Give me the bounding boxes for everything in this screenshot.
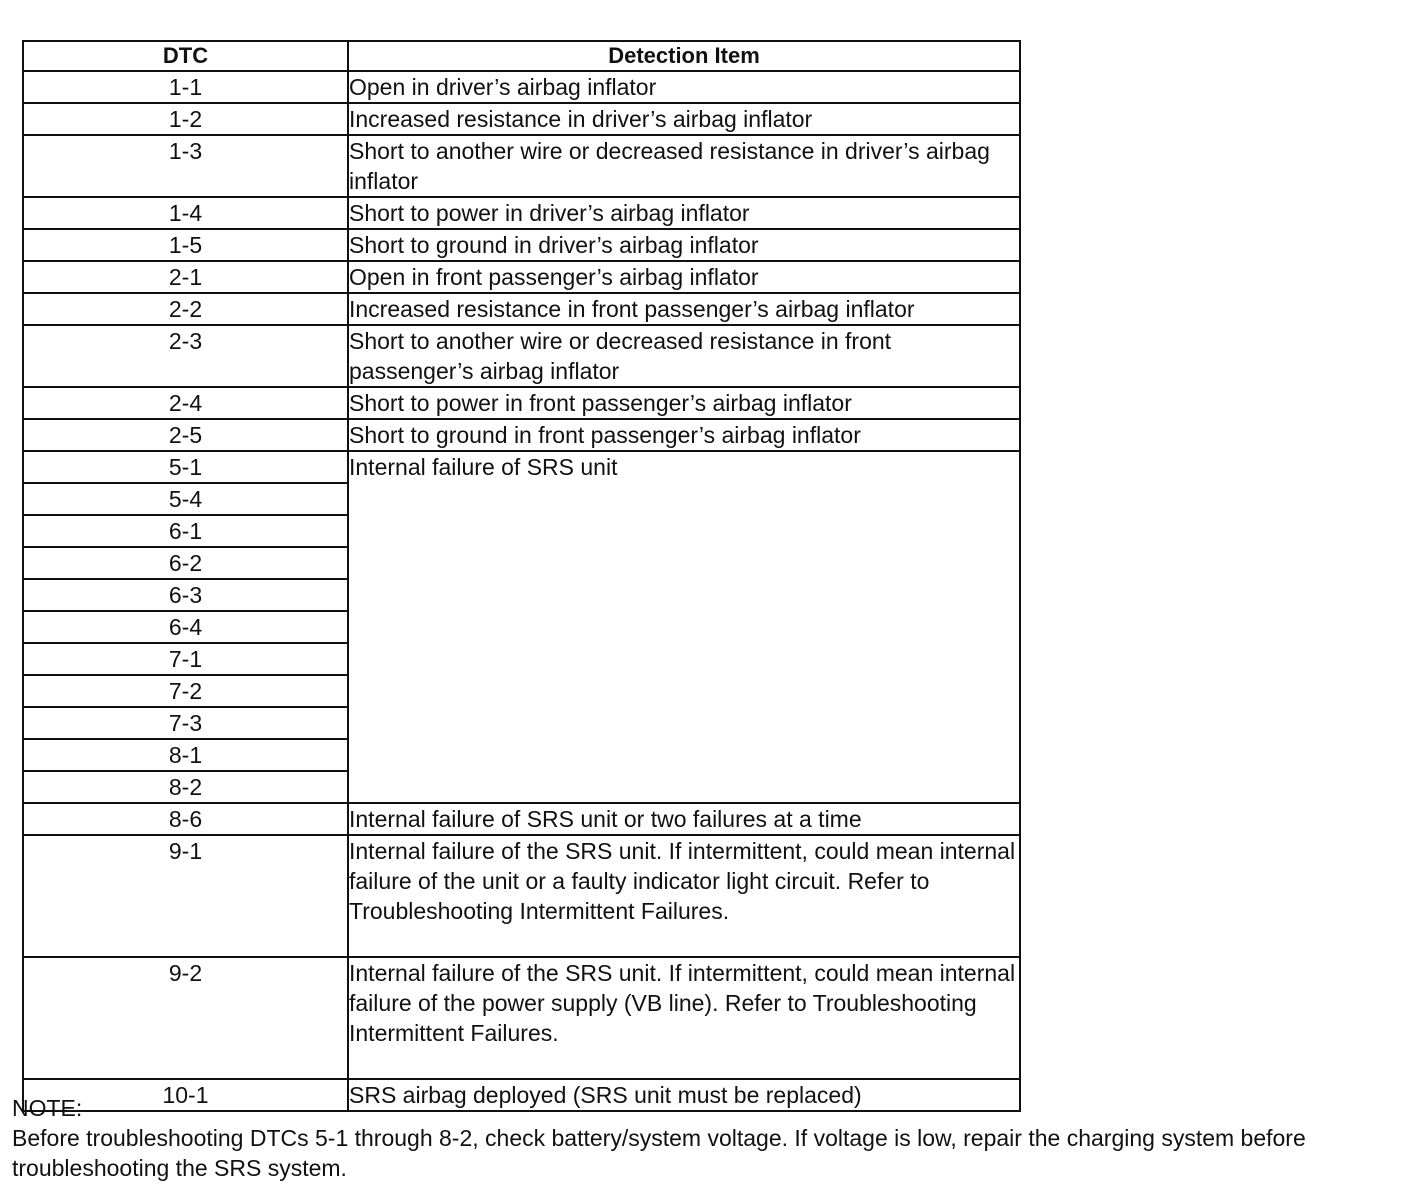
dtc-code: 5-4 xyxy=(23,483,348,515)
dtc-code: 2-3 xyxy=(23,325,348,387)
detection-item: Open in front passenger’s airbag inflator xyxy=(348,261,1020,293)
dtc-code: 2-4 xyxy=(23,387,348,419)
table-row xyxy=(23,451,1020,483)
dtc-code: 8-6 xyxy=(23,803,348,835)
dtc-code: 6-4 xyxy=(23,611,348,643)
dtc-code: 7-1 xyxy=(23,643,348,675)
detection-item: Internal failure of the SRS unit. If intermittent, could mean internal failure of the unit or a faulty indicator light circuit. Refer to Troubleshooting Intermittent Failures. xyxy=(348,835,1020,957)
table-row xyxy=(23,325,1020,387)
dtc-code: 8-1 xyxy=(23,739,348,771)
note-text: Before troubleshooting DTCs 5-1 through 8-2, check battery/system voltage. If voltage is low, repair the charging system before troubleshooting the SRS system. xyxy=(12,1125,1306,1181)
note-label: NOTE: xyxy=(12,1095,83,1121)
table-row xyxy=(23,957,1020,1079)
dtc-code: 9-2 xyxy=(23,957,348,1079)
detection-item: Increased resistance in driver’s airbag inflator xyxy=(348,103,1020,135)
dtc-code: 6-2 xyxy=(23,547,348,579)
table-row xyxy=(23,835,1020,957)
detection-item: SRS airbag deployed (SRS unit must be replaced) xyxy=(348,1079,1020,1111)
table-row xyxy=(23,419,1020,451)
note-section xyxy=(12,1093,1402,1183)
detection-item: Short to power in driver’s airbag inflator xyxy=(348,197,1020,229)
dtc-code: 1-5 xyxy=(23,229,348,261)
dtc-code: 6-1 xyxy=(23,515,348,547)
detection-item: Short to another wire or decreased resistance in driver’s airbag inflator xyxy=(348,135,1020,197)
dtc-code: 1-1 xyxy=(23,71,348,103)
dtc-code: 7-2 xyxy=(23,675,348,707)
detection-item: Internal failure of SRS unit or two failures at a time xyxy=(348,803,1020,835)
dtc-code: 6-3 xyxy=(23,579,348,611)
dtc-code: 7-3 xyxy=(23,707,348,739)
dtc-code: 5-1 xyxy=(23,451,348,483)
detection-item: Short to another wire or decreased resistance in front passenger’s airbag inflator xyxy=(348,325,1020,387)
table-row xyxy=(23,261,1020,293)
dtc-code: 2-2 xyxy=(23,293,348,325)
table-row xyxy=(23,229,1020,261)
table-row xyxy=(23,103,1020,135)
dtc-code: 1-2 xyxy=(23,103,348,135)
table-row xyxy=(23,293,1020,325)
table-row xyxy=(23,71,1020,103)
detection-item: Internal failure of the SRS unit. If intermittent, could mean internal failure of the power supply (VB line). Refer to Troubleshooting Intermittent Failures. xyxy=(348,957,1020,1079)
detection-item: Short to power in front passenger’s airbag inflator xyxy=(348,387,1020,419)
table-header-row xyxy=(23,41,1020,71)
dtc-code: 9-1 xyxy=(23,835,348,957)
dtc-code: 1-3 xyxy=(23,135,348,197)
header-detection-item: Detection Item xyxy=(348,41,1020,71)
dtc-code: 1-4 xyxy=(23,197,348,229)
dtc-code: 2-1 xyxy=(23,261,348,293)
dtc-table xyxy=(22,40,1021,1112)
table-row xyxy=(23,803,1020,835)
header-dtc: DTC xyxy=(23,41,348,71)
detection-item: Open in driver’s airbag inflator xyxy=(348,71,1020,103)
dtc-code: 2-5 xyxy=(23,419,348,451)
detection-item: Internal failure of SRS unit xyxy=(348,451,1020,803)
table-row xyxy=(23,135,1020,197)
table-row xyxy=(23,387,1020,419)
detection-item: Short to ground in driver’s airbag inflator xyxy=(348,229,1020,261)
detection-item: Increased resistance in front passenger’s airbag inflator xyxy=(348,293,1020,325)
dtc-code: 10-1 xyxy=(23,1079,348,1111)
dtc-code: 8-2 xyxy=(23,771,348,803)
detection-item: Short to ground in front passenger’s airbag inflator xyxy=(348,419,1020,451)
table-row xyxy=(23,197,1020,229)
